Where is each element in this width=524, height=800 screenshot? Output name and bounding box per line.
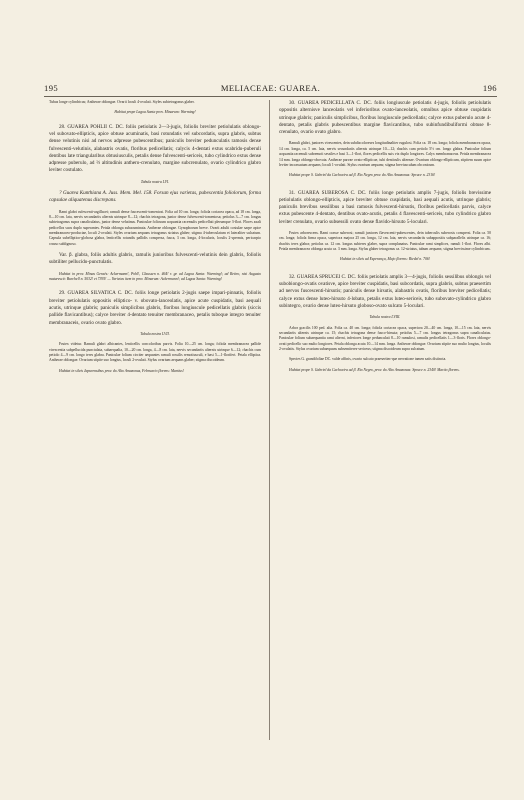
species-30-description: 30. GUAREA PEDICELLATA C. DC. foliis longiuscule petiolatis 4-jugis, foliolis petiolulatis oppositis alternisve lanceolatis vel inferioribus ovato-lanceolatis, omnibus apice obtuse cuspidatis utrinque glabris; paniculis simplicibus, floribus longiuscule pedicellatis; calyce extus puberulo acute 4-dentato, petalis glabris pubescentibus margine flavicantibus, tubo subinfundibuliformi obtuse 8-crenulato, ovario ovato glabro. [279, 100, 491, 136]
detailed-description: Rami glabri rufescenti-argillacei; ramuli dense fuscescenti-tomentosi. Folia ad 10 cm. longa; foliola coriacea opaca, ad 18 cm. longa, 8—10 cm. lata, nervis secundariis alternis utrinque 8—12; rhachis tetragona, junior dense fulvescenti-tomentosa; petiolus 3—7 cm. longus subtetragonus supra canaliculatus, junior dense velutinus. Paniculae foliosum acquantia racemulis pedicellati plerumque 3-flori. Flores axali pedicellos suos duplo superantes. Petala oblonga subacuminata. Antherae oblongae. Gynophorum breve. Ovarii adulti costulae sarpe apice membranaceo-productae, loculi 2-ovulati. Styles ovarium aequans tetragonus striatus glaber; stigma 4-tuberculatum et lateraliter sulcatum. Capsula subellipticо-globosa glabra, lenticellis rotundis pallidis conspersa, fuscа, 3 cm. longa, 4-loculаris, loculis 2-spermis, pericarpio crasso sublignoso. [49, 209, 261, 246]
plate-reference: Tabula nostra LVII. [140, 331, 170, 336]
habitat-note: Habitat in silvis ad Esperança, Majo florens: Riedel n. 706! [340, 257, 430, 262]
running-title: MELIACEAE: GUAREA. [220, 83, 321, 93]
detailed-description: Frutex videtur. Ramuli glabri albicantes, lenticellis concoloribus parvis. Folia 10—25 cm. longa; foliola membranacea pallide virescentia subpellucida punctulata, subaequalia, 10—20 cm. longa, 4—8 cm. lata, nervis secundariis alternis utrinque 6—12; rhachis cum petiolo 4—9 cm. longo teres glabra. Paniculae folium circiter aequantes ramuli rossilis remotiusculi, e basi 5—1-floriferi. Petala elliptica. Antherae oblongae. Ovarium stipite suo longius, loculi 2-ovulati. Stylus ovarium aequans glaber; stigma discoideum. [49, 342, 261, 363]
species-29-description: 29. GUAREA SILVATICA C. DC. foliis longe petiolatis 2-jugis saepe impari-pinnatis, foliolis breviter petiolulatis oppositis elliptico- v. obovato-lanceolatis, apice acute cuspidatis, basi aequali acutis, utrinque glabris; paniculis simplicibus glabris, floribus longiuscule pedicellatis glabris (siccis pallide flavicantibus); calyce breviter 4-dentato tenuiter membranaceo, petalis tuboque integro tenuiter membranaceis, ovario ovato glabro. [49, 290, 261, 326]
page-header [44, 83, 497, 95]
synonym-note: ? Guarea Kunthiana A. Juss. Mem. Mel. 158. Forsan ejus varietas, pubescentia foliolorum, forma capsulae aliquatenus discrepans. [49, 190, 261, 204]
species-31-description: 31. GUAREA SUBEROSA C. DC. foliis longe petiolatis amplis 7-jugis, foliolis brevissime petiolulatis oblongo-ellipticis, apice breviter obtuse cuspidatis, basi aequali acutis, utrinque glabris; paniculis brevibus sessilibus a basi ramosis fulvescenti-hirsutis, floribus pedicellatis parvis, calyce extus pubescente 4-dentato, dentibus ovato-acutis, petalis 4 flavescenti-sericeis, tubo cylindrico glabro leviter crenulato, ovario subsessili ovato dense flavido-hirsuto 5-loculari. [279, 189, 491, 225]
plate-reference: Tabula nostra LVI. [140, 179, 170, 184]
detailed-description: Frutex arborescens. Rami crasse suberosi; ramuli juniores flavescenti-pubescentes, dein tuberculis suberosis conspersi. Folia ca. 50 cm. longa; foliola firma opaca, superiora majora 25 cm. longa, 12 cm. lata, nervis secundariis subappositis subparallelis utrinque ca. 16; rhachis teres glabra; petiolus ca. 12 cm. longus subteres glaber, supra complanatus. Paniculae rami simplices, ramuli 1-flori. Flores albi. Petala membranacea oblonga acuta ca. 3 mm. longa. Stylus glaber tetragonus ca. 12-striatus, tubum aequans; stigma brevissime cylindricum. [279, 231, 491, 252]
continuation-text: Tubus longe cylindricus; Antherae oblongae. Ovarii loculi 4-ovulati. Styles subtetragonus glaber. [49, 100, 195, 104]
column-divider [269, 100, 270, 740]
habitat-note: Habitat prope S. Gabriel da Cachoeira ad fl. Rio Negro, prov. do Alto Amazonas: Spruce n. 2340! Martio florens. [289, 367, 460, 372]
habitat-note: Habitat in prov. Minas Geraës: Ackermann!, Pohl!, Claussen n. 464! r. gr. ad Lagoa Santa: Warming!; ad Retiro, nisi Augusto maturescit: Burchell n. 5032! et 7395! — Varietas item in prov. Minarum: Ackermann!; ad Lagoa Santa: Warming! [49, 271, 261, 282]
habitat-note: Habitat prope S. Gabriel da Cachoeira ad fl. Rio Negro prov. do Alto Amazonas: Spruce n. 2316! [289, 173, 436, 178]
plate-reference: Tabula nostra LVIII. [369, 315, 401, 320]
page-number-right: 196 [482, 83, 497, 93]
header-rule [44, 96, 497, 97]
detailed-description: Ramuli glabri, juniores virescentes, dein subdiscoloreses longitudinaliter rugulosi. Folia ca. 18 cm. longa; foliola membranacea opaca, 14 cm. longa, ca. 5 cm. lata, nervis secundariis alternis utrinque 10—12; rhachis cum petiolo 5½ cm. longo glabra. Paniculae folium acquantia racemuli subremoti sessiles e basi 3—1-flori, flores pedicellis suis vix duplo longiores. Calyx membranaceus. Petala membranacea 14 mm. longa oblongo-obovata. Antherae parvae ovato-ellipticae, tubi denticulis alternae. Ovarium oblongo-ellipticum, stipitem suum apice leviter incrassatum aequans; loculi 1-ovulati. Stylus ovarium aequans; stigma breviusculum obconicum. [279, 141, 491, 167]
detailed-description: Arbor gracilis 100 ped. alta. Folia ca. 40 cm. longa; foliola coriacea opaca, superiora 20—40 cm. longa, 10—15 cm. lata, nervis secundariis alternis utrinque ca. 15; rhachis tetragona dense fusco-hirsuta; petiolus 5—7 cm. longus tetragonus supra canaliculatus. Paniculae folium subaequantia rami alterni, inferiores longe pedunculati 8—10 ramulosi, ramulis pedicellatis 1—3-floris. Flores oblongo-ovati pedicello suo multo longiores. Petala oblonga acuta 10—14 mm. longa. Antherae oblongae. Ovarium stipite suo multo longius, loculis 2-ovulatis. Stylus ovarium subaequans subsemiteres-sericeus; stigma discoideum supra sulcatum. [279, 325, 491, 351]
variety-description: Var. β. glabra, foliis adultis glabris, ramulis junioribus fulvescenti-velutinis dein glabris, foliolis subtiliter pellucido-punctulatis. [49, 252, 261, 266]
species-remark: Species G. grandifoliae DC. valde affinis, ovario sulcato praesertim-que nervatione tamen satis distincta. [289, 357, 447, 362]
page-number-left: 195 [44, 83, 59, 93]
habitat-note: Habitat prope Lagoa Santa prov. Minarum: Warming! [114, 110, 196, 115]
species-28-description: 28. GUAREA POHLII C. DC. foliis petiolatis 2—3-jugis, foliolis breviter petiolulatis oblongo- vel subovato-ellipticis, apice obtuse acuminatis, basi rotundatis vel subcordatis, supra glabris, subtus dense velutinis nisi ad nervos adpresse pubescentibus; paniculis breviter pedunculatis ramosis dense fulvescenti-velutinis, alabastris ovatis, floribus pedicellatis; calycis 4-dentati extus scabrido-puberuli dentibus late triangularibus obtusiusculis, petalis dense fulvescenti-sericeis, tubo cylindrico extus dense adpresse puberulo, ad ⅔ altitudinis anthero-crenulato, margine subcrenulato, ovario cylindrico glabro leviter costulato. [49, 123, 261, 174]
left-column [49, 100, 261, 740]
species-32-description: 32. GUAREA SPRUCEI C. DC. foliis petiolatis amplis 3—4-jugis, foliolis sessilibus oblongis vel subobiongo-ovatis ovatisve, apice breviter cuspidatis, basi subcordatis, supra glabris, subtus praesertim ad nervos fuscescenti-hirsutis; paniculis dense hirsutis, alabastris ovatis, floribus breviter pedicellatis; calyce extus dense luteo-hirsuto 4-lobato, petalis extus luteo-sericeis, tubo subovato-cylindrico glabro subintegro, ovario dense luteo-hirsuto globoso-ovato sulcato 5-loculari. [279, 273, 491, 309]
right-column [279, 100, 491, 740]
habitat-note: Habitat in silvis Japurensibus prov. do Alto Amazonas, Februario florens: Martius! [59, 368, 184, 373]
